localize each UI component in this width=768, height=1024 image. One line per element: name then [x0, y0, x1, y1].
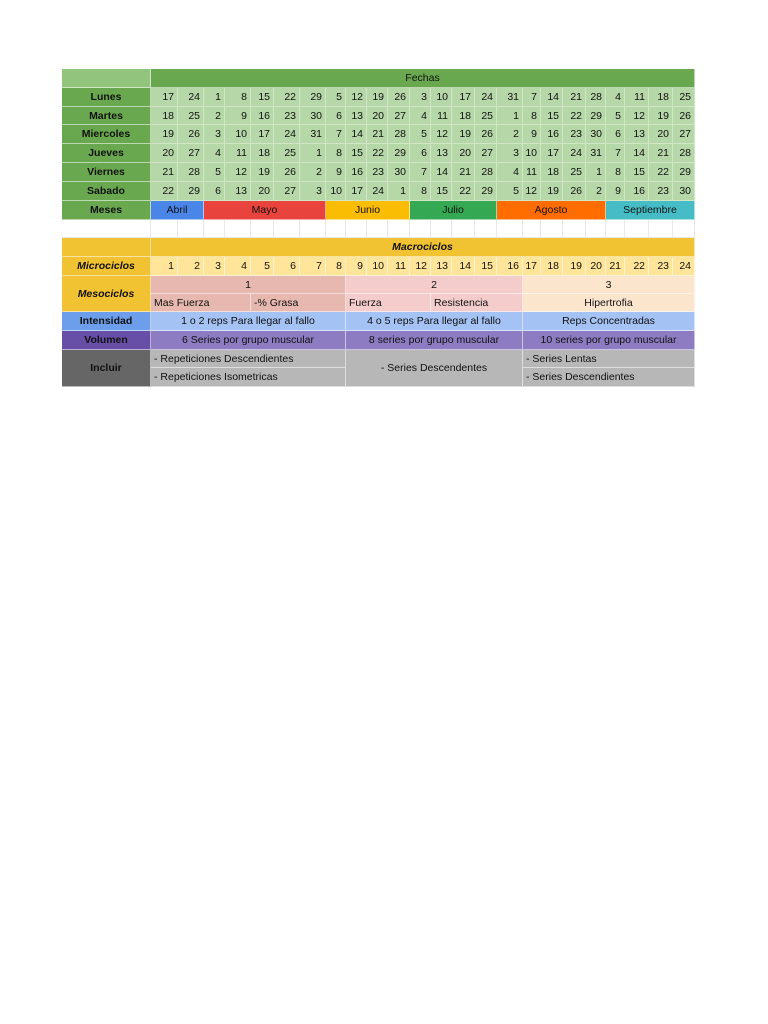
- empty-cell[interactable]: [410, 220, 431, 238]
- corner-cell[interactable]: [62, 69, 151, 88]
- date-cell[interactable]: 14: [541, 88, 563, 107]
- date-cell[interactable]: 8: [326, 144, 346, 163]
- microciclo-cell[interactable]: 13: [431, 257, 452, 276]
- date-cell[interactable]: 16: [251, 107, 274, 125]
- mesociclo-2-item-fuerza[interactable]: Fuerza: [346, 294, 431, 312]
- date-cell[interactable]: 1: [300, 144, 326, 163]
- day-label-miercoles[interactable]: Miercoles: [62, 125, 151, 144]
- intensidad-1[interactable]: 1 o 2 reps Para llegar al fallo: [151, 312, 346, 331]
- date-cell[interactable]: 23: [274, 107, 300, 125]
- date-cell[interactable]: 22: [649, 163, 673, 182]
- microciclo-cell[interactable]: 19: [563, 257, 586, 276]
- date-cell[interactable]: 26: [563, 182, 586, 201]
- empty-cell[interactable]: [523, 220, 541, 238]
- empty-cell[interactable]: [62, 220, 151, 238]
- date-cell[interactable]: 17: [151, 88, 178, 107]
- date-cell[interactable]: 21: [649, 144, 673, 163]
- date-cell[interactable]: 29: [178, 182, 204, 201]
- date-cell[interactable]: 27: [388, 107, 410, 125]
- month-agosto[interactable]: Agosto: [497, 201, 606, 220]
- date-cell[interactable]: 2: [497, 125, 523, 144]
- date-cell[interactable]: 3: [204, 125, 225, 144]
- microciclo-cell[interactable]: 20: [586, 257, 606, 276]
- date-cell[interactable]: 18: [541, 163, 563, 182]
- empty-cell[interactable]: [326, 220, 346, 238]
- date-cell[interactable]: 21: [151, 163, 178, 182]
- incluir-2[interactable]: - Series Descendentes: [346, 350, 523, 387]
- date-cell[interactable]: 28: [178, 163, 204, 182]
- date-cell[interactable]: 27: [673, 125, 695, 144]
- date-cell[interactable]: 11: [431, 107, 452, 125]
- date-cell[interactable]: 10: [225, 125, 251, 144]
- date-cell[interactable]: 17: [346, 182, 367, 201]
- microciclo-cell[interactable]: 6: [274, 257, 300, 276]
- microciclo-cell[interactable]: 14: [452, 257, 475, 276]
- empty-cell[interactable]: [225, 220, 251, 238]
- microciclo-cell[interactable]: 9: [346, 257, 367, 276]
- date-cell[interactable]: 6: [326, 107, 346, 125]
- date-cell[interactable]: 26: [475, 125, 497, 144]
- date-cell[interactable]: 28: [388, 125, 410, 144]
- date-cell[interactable]: 4: [606, 88, 625, 107]
- date-cell[interactable]: 1: [586, 163, 606, 182]
- microciclo-cell[interactable]: 5: [251, 257, 274, 276]
- empty-cell[interactable]: [563, 220, 586, 238]
- empty-cell[interactable]: [204, 220, 225, 238]
- date-cell[interactable]: 22: [452, 182, 475, 201]
- microciclo-cell[interactable]: 21: [606, 257, 625, 276]
- date-cell[interactable]: 22: [151, 182, 178, 201]
- date-cell[interactable]: 13: [625, 125, 649, 144]
- empty-cell[interactable]: [673, 220, 695, 238]
- incluir-3-item-1[interactable]: - Series Lentas: [523, 350, 695, 368]
- date-cell[interactable]: 12: [346, 88, 367, 107]
- date-cell[interactable]: 24: [178, 88, 204, 107]
- intensidad-label[interactable]: Intensidad: [62, 312, 151, 331]
- microciclo-cell[interactable]: 15: [475, 257, 497, 276]
- date-cell[interactable]: 1: [204, 88, 225, 107]
- date-cell[interactable]: 21: [563, 88, 586, 107]
- microciclo-cell[interactable]: 8: [326, 257, 346, 276]
- microciclo-cell[interactable]: 17: [523, 257, 541, 276]
- date-cell[interactable]: 25: [274, 144, 300, 163]
- date-cell[interactable]: 5: [410, 125, 431, 144]
- date-cell[interactable]: 29: [673, 163, 695, 182]
- date-cell[interactable]: 26: [178, 125, 204, 144]
- date-cell[interactable]: 28: [475, 163, 497, 182]
- date-cell[interactable]: 29: [300, 88, 326, 107]
- date-cell[interactable]: 31: [497, 88, 523, 107]
- date-cell[interactable]: 28: [673, 144, 695, 163]
- month-septiembre[interactable]: Septiembre: [606, 201, 695, 220]
- microciclo-cell[interactable]: 10: [367, 257, 388, 276]
- date-cell[interactable]: 5: [606, 107, 625, 125]
- date-cell[interactable]: 6: [204, 182, 225, 201]
- day-label-sabado[interactable]: Sabado: [62, 182, 151, 201]
- date-cell[interactable]: 19: [452, 125, 475, 144]
- month-abril[interactable]: Abril: [151, 201, 204, 220]
- date-cell[interactable]: 16: [346, 163, 367, 182]
- day-label-jueves[interactable]: Jueves: [62, 144, 151, 163]
- microciclos-label[interactable]: Microciclos: [62, 257, 151, 276]
- date-cell[interactable]: 11: [625, 88, 649, 107]
- date-cell[interactable]: 26: [388, 88, 410, 107]
- date-cell[interactable]: 25: [178, 107, 204, 125]
- date-cell[interactable]: 5: [204, 163, 225, 182]
- date-cell[interactable]: 16: [541, 125, 563, 144]
- date-cell[interactable]: 31: [300, 125, 326, 144]
- date-cell[interactable]: 20: [151, 144, 178, 163]
- date-cell[interactable]: 20: [251, 182, 274, 201]
- date-cell[interactable]: 14: [625, 144, 649, 163]
- date-cell[interactable]: 30: [300, 107, 326, 125]
- empty-cell[interactable]: [151, 220, 178, 238]
- empty-cell[interactable]: [251, 220, 274, 238]
- date-cell[interactable]: 10: [431, 88, 452, 107]
- date-cell[interactable]: 10: [326, 182, 346, 201]
- date-cell[interactable]: 12: [625, 107, 649, 125]
- incluir-1-item-1[interactable]: - Repeticiones Descendientes: [151, 350, 346, 368]
- date-cell[interactable]: 18: [452, 107, 475, 125]
- date-cell[interactable]: 15: [541, 107, 563, 125]
- date-cell[interactable]: 5: [326, 88, 346, 107]
- empty-cell[interactable]: [541, 220, 563, 238]
- date-cell[interactable]: 17: [251, 125, 274, 144]
- date-cell[interactable]: 30: [388, 163, 410, 182]
- microciclo-cell[interactable]: 16: [497, 257, 523, 276]
- volumen-label[interactable]: Volumen: [62, 331, 151, 350]
- empty-cell[interactable]: [346, 220, 367, 238]
- date-cell[interactable]: 31: [586, 144, 606, 163]
- date-cell[interactable]: 15: [251, 88, 274, 107]
- date-cell[interactable]: 26: [274, 163, 300, 182]
- date-cell[interactable]: 14: [431, 163, 452, 182]
- date-cell[interactable]: 5: [497, 182, 523, 201]
- date-cell[interactable]: 9: [225, 107, 251, 125]
- date-cell[interactable]: 7: [410, 163, 431, 182]
- date-cell[interactable]: 7: [523, 88, 541, 107]
- macrociclos-header[interactable]: Macrociclos: [151, 238, 695, 257]
- microciclo-cell[interactable]: 2: [178, 257, 204, 276]
- month-junio[interactable]: Junio: [326, 201, 410, 220]
- volumen-1[interactable]: 6 Series por grupo muscular: [151, 331, 346, 350]
- month-mayo[interactable]: Mayo: [204, 201, 326, 220]
- date-cell[interactable]: 9: [326, 163, 346, 182]
- mesociclo-2-number[interactable]: 2: [346, 276, 523, 294]
- mesociclo-3-item-hipertrofia[interactable]: Hipertrofia: [523, 294, 695, 312]
- date-cell[interactable]: 1: [497, 107, 523, 125]
- intensidad-2[interactable]: 4 o 5 reps Para llegar al fallo: [346, 312, 523, 331]
- date-cell[interactable]: 27: [274, 182, 300, 201]
- date-cell[interactable]: 27: [178, 144, 204, 163]
- date-cell[interactable]: 1: [388, 182, 410, 201]
- date-cell[interactable]: 28: [586, 88, 606, 107]
- empty-cell[interactable]: [606, 220, 625, 238]
- date-cell[interactable]: 19: [151, 125, 178, 144]
- date-cell[interactable]: 20: [367, 107, 388, 125]
- empty-cell[interactable]: [452, 220, 475, 238]
- date-cell[interactable]: 12: [523, 182, 541, 201]
- date-cell[interactable]: 18: [649, 88, 673, 107]
- date-cell[interactable]: 21: [452, 163, 475, 182]
- empty-cell[interactable]: [388, 220, 410, 238]
- date-cell[interactable]: 15: [346, 144, 367, 163]
- date-cell[interactable]: 15: [431, 182, 452, 201]
- mesociclo-1-number[interactable]: 1: [151, 276, 346, 294]
- microciclo-cell[interactable]: 22: [625, 257, 649, 276]
- date-cell[interactable]: 11: [523, 163, 541, 182]
- microciclo-cell[interactable]: 11: [388, 257, 410, 276]
- date-cell[interactable]: 8: [410, 182, 431, 201]
- date-cell[interactable]: 14: [346, 125, 367, 144]
- empty-cell[interactable]: [431, 220, 452, 238]
- date-cell[interactable]: 24: [367, 182, 388, 201]
- empty-cell[interactable]: [497, 220, 523, 238]
- date-cell[interactable]: 25: [563, 163, 586, 182]
- date-cell[interactable]: 23: [649, 182, 673, 201]
- incluir-1-item-2[interactable]: - Repeticiones Isometricas: [151, 368, 346, 387]
- date-cell[interactable]: 23: [563, 125, 586, 144]
- microciclo-cell[interactable]: 7: [300, 257, 326, 276]
- date-cell[interactable]: 20: [452, 144, 475, 163]
- date-cell[interactable]: 3: [300, 182, 326, 201]
- date-cell[interactable]: 8: [523, 107, 541, 125]
- mesociclo-3-number[interactable]: 3: [523, 276, 695, 294]
- date-cell[interactable]: 4: [497, 163, 523, 182]
- training-schedule-sheet: [62, 69, 706, 391]
- volumen-2[interactable]: 8 series por grupo muscular: [346, 331, 523, 350]
- date-cell[interactable]: 19: [251, 163, 274, 182]
- date-cell[interactable]: 22: [563, 107, 586, 125]
- microciclo-cell[interactable]: 3: [204, 257, 225, 276]
- date-cell[interactable]: 29: [586, 107, 606, 125]
- mesociclo-2-item-resistencia[interactable]: Resistencia: [431, 294, 523, 312]
- microciclo-cell[interactable]: 24: [673, 257, 695, 276]
- date-cell[interactable]: 30: [586, 125, 606, 144]
- date-cell[interactable]: 2: [300, 163, 326, 182]
- meses-label[interactable]: Meses: [62, 201, 151, 220]
- date-cell[interactable]: 17: [452, 88, 475, 107]
- date-cell[interactable]: 21: [367, 125, 388, 144]
- date-cell[interactable]: 18: [251, 144, 274, 163]
- date-cell[interactable]: 3: [497, 144, 523, 163]
- incluir-label[interactable]: Incluir: [62, 350, 151, 387]
- day-label-lunes[interactable]: Lunes: [62, 88, 151, 107]
- date-cell[interactable]: 26: [673, 107, 695, 125]
- empty-cell[interactable]: [475, 220, 497, 238]
- date-cell[interactable]: 22: [367, 144, 388, 163]
- intensidad-3[interactable]: Reps Concentradas: [523, 312, 695, 331]
- date-cell[interactable]: 9: [523, 125, 541, 144]
- date-cell[interactable]: 13: [431, 144, 452, 163]
- incluir-3-item-2[interactable]: - Series Descendientes: [523, 368, 695, 387]
- date-cell[interactable]: 30: [673, 182, 695, 201]
- date-cell[interactable]: 24: [274, 125, 300, 144]
- date-cell[interactable]: 19: [541, 182, 563, 201]
- date-cell[interactable]: 29: [388, 144, 410, 163]
- date-cell[interactable]: 23: [367, 163, 388, 182]
- date-cell[interactable]: 2: [204, 107, 225, 125]
- date-cell[interactable]: 12: [431, 125, 452, 144]
- volumen-3[interactable]: 10 series por grupo muscular: [523, 331, 695, 350]
- microciclo-cell[interactable]: 4: [225, 257, 251, 276]
- date-cell[interactable]: 3: [410, 88, 431, 107]
- date-cell[interactable]: 25: [475, 107, 497, 125]
- microciclo-cell[interactable]: 12: [410, 257, 431, 276]
- date-cell[interactable]: 8: [225, 88, 251, 107]
- date-cell[interactable]: 29: [475, 182, 497, 201]
- mesociclos-label[interactable]: Mesociclos: [62, 276, 151, 312]
- fechas-header[interactable]: Fechas: [151, 69, 695, 88]
- date-cell[interactable]: 24: [475, 88, 497, 107]
- date-cell[interactable]: 16: [625, 182, 649, 201]
- microciclo-cell[interactable]: 23: [649, 257, 673, 276]
- date-cell[interactable]: 18: [151, 107, 178, 125]
- date-cell[interactable]: 13: [346, 107, 367, 125]
- date-cell[interactable]: 6: [606, 125, 625, 144]
- empty-cell[interactable]: [625, 220, 649, 238]
- date-cell[interactable]: 4: [410, 107, 431, 125]
- date-cell[interactable]: 10: [523, 144, 541, 163]
- month-julio[interactable]: Julio: [410, 201, 497, 220]
- date-cell[interactable]: 2: [586, 182, 606, 201]
- date-cell[interactable]: 8: [606, 163, 625, 182]
- day-label-martes[interactable]: Martes: [62, 107, 151, 125]
- empty-cell[interactable]: [367, 220, 388, 238]
- date-cell[interactable]: 13: [225, 182, 251, 201]
- date-cell[interactable]: 20: [649, 125, 673, 144]
- date-cell[interactable]: 7: [606, 144, 625, 163]
- date-cell[interactable]: 24: [563, 144, 586, 163]
- empty-cell[interactable]: [586, 220, 606, 238]
- microciclo-cell[interactable]: 18: [541, 257, 563, 276]
- date-cell[interactable]: 17: [541, 144, 563, 163]
- empty-cell[interactable]: [178, 220, 204, 238]
- date-cell[interactable]: 7: [326, 125, 346, 144]
- mesociclo-1-item-grasa[interactable]: -% Grasa: [251, 294, 346, 312]
- microciclo-cell[interactable]: 1: [151, 257, 178, 276]
- date-cell[interactable]: 9: [606, 182, 625, 201]
- empty-cell[interactable]: [649, 220, 673, 238]
- empty-cell[interactable]: [274, 220, 300, 238]
- date-cell[interactable]: 27: [475, 144, 497, 163]
- date-cell[interactable]: 12: [225, 163, 251, 182]
- date-cell[interactable]: 22: [274, 88, 300, 107]
- date-cell[interactable]: 19: [367, 88, 388, 107]
- date-cell[interactable]: 6: [410, 144, 431, 163]
- macrociclos-corner[interactable]: [62, 238, 151, 257]
- date-cell[interactable]: 19: [649, 107, 673, 125]
- empty-cell[interactable]: [300, 220, 326, 238]
- date-cell[interactable]: 11: [225, 144, 251, 163]
- date-cell[interactable]: 4: [204, 144, 225, 163]
- day-label-viernes[interactable]: Viernes: [62, 163, 151, 182]
- date-cell[interactable]: 15: [625, 163, 649, 182]
- date-cell[interactable]: 25: [673, 88, 695, 107]
- mesociclo-1-item-mas-fuerza[interactable]: Mas Fuerza: [151, 294, 251, 312]
